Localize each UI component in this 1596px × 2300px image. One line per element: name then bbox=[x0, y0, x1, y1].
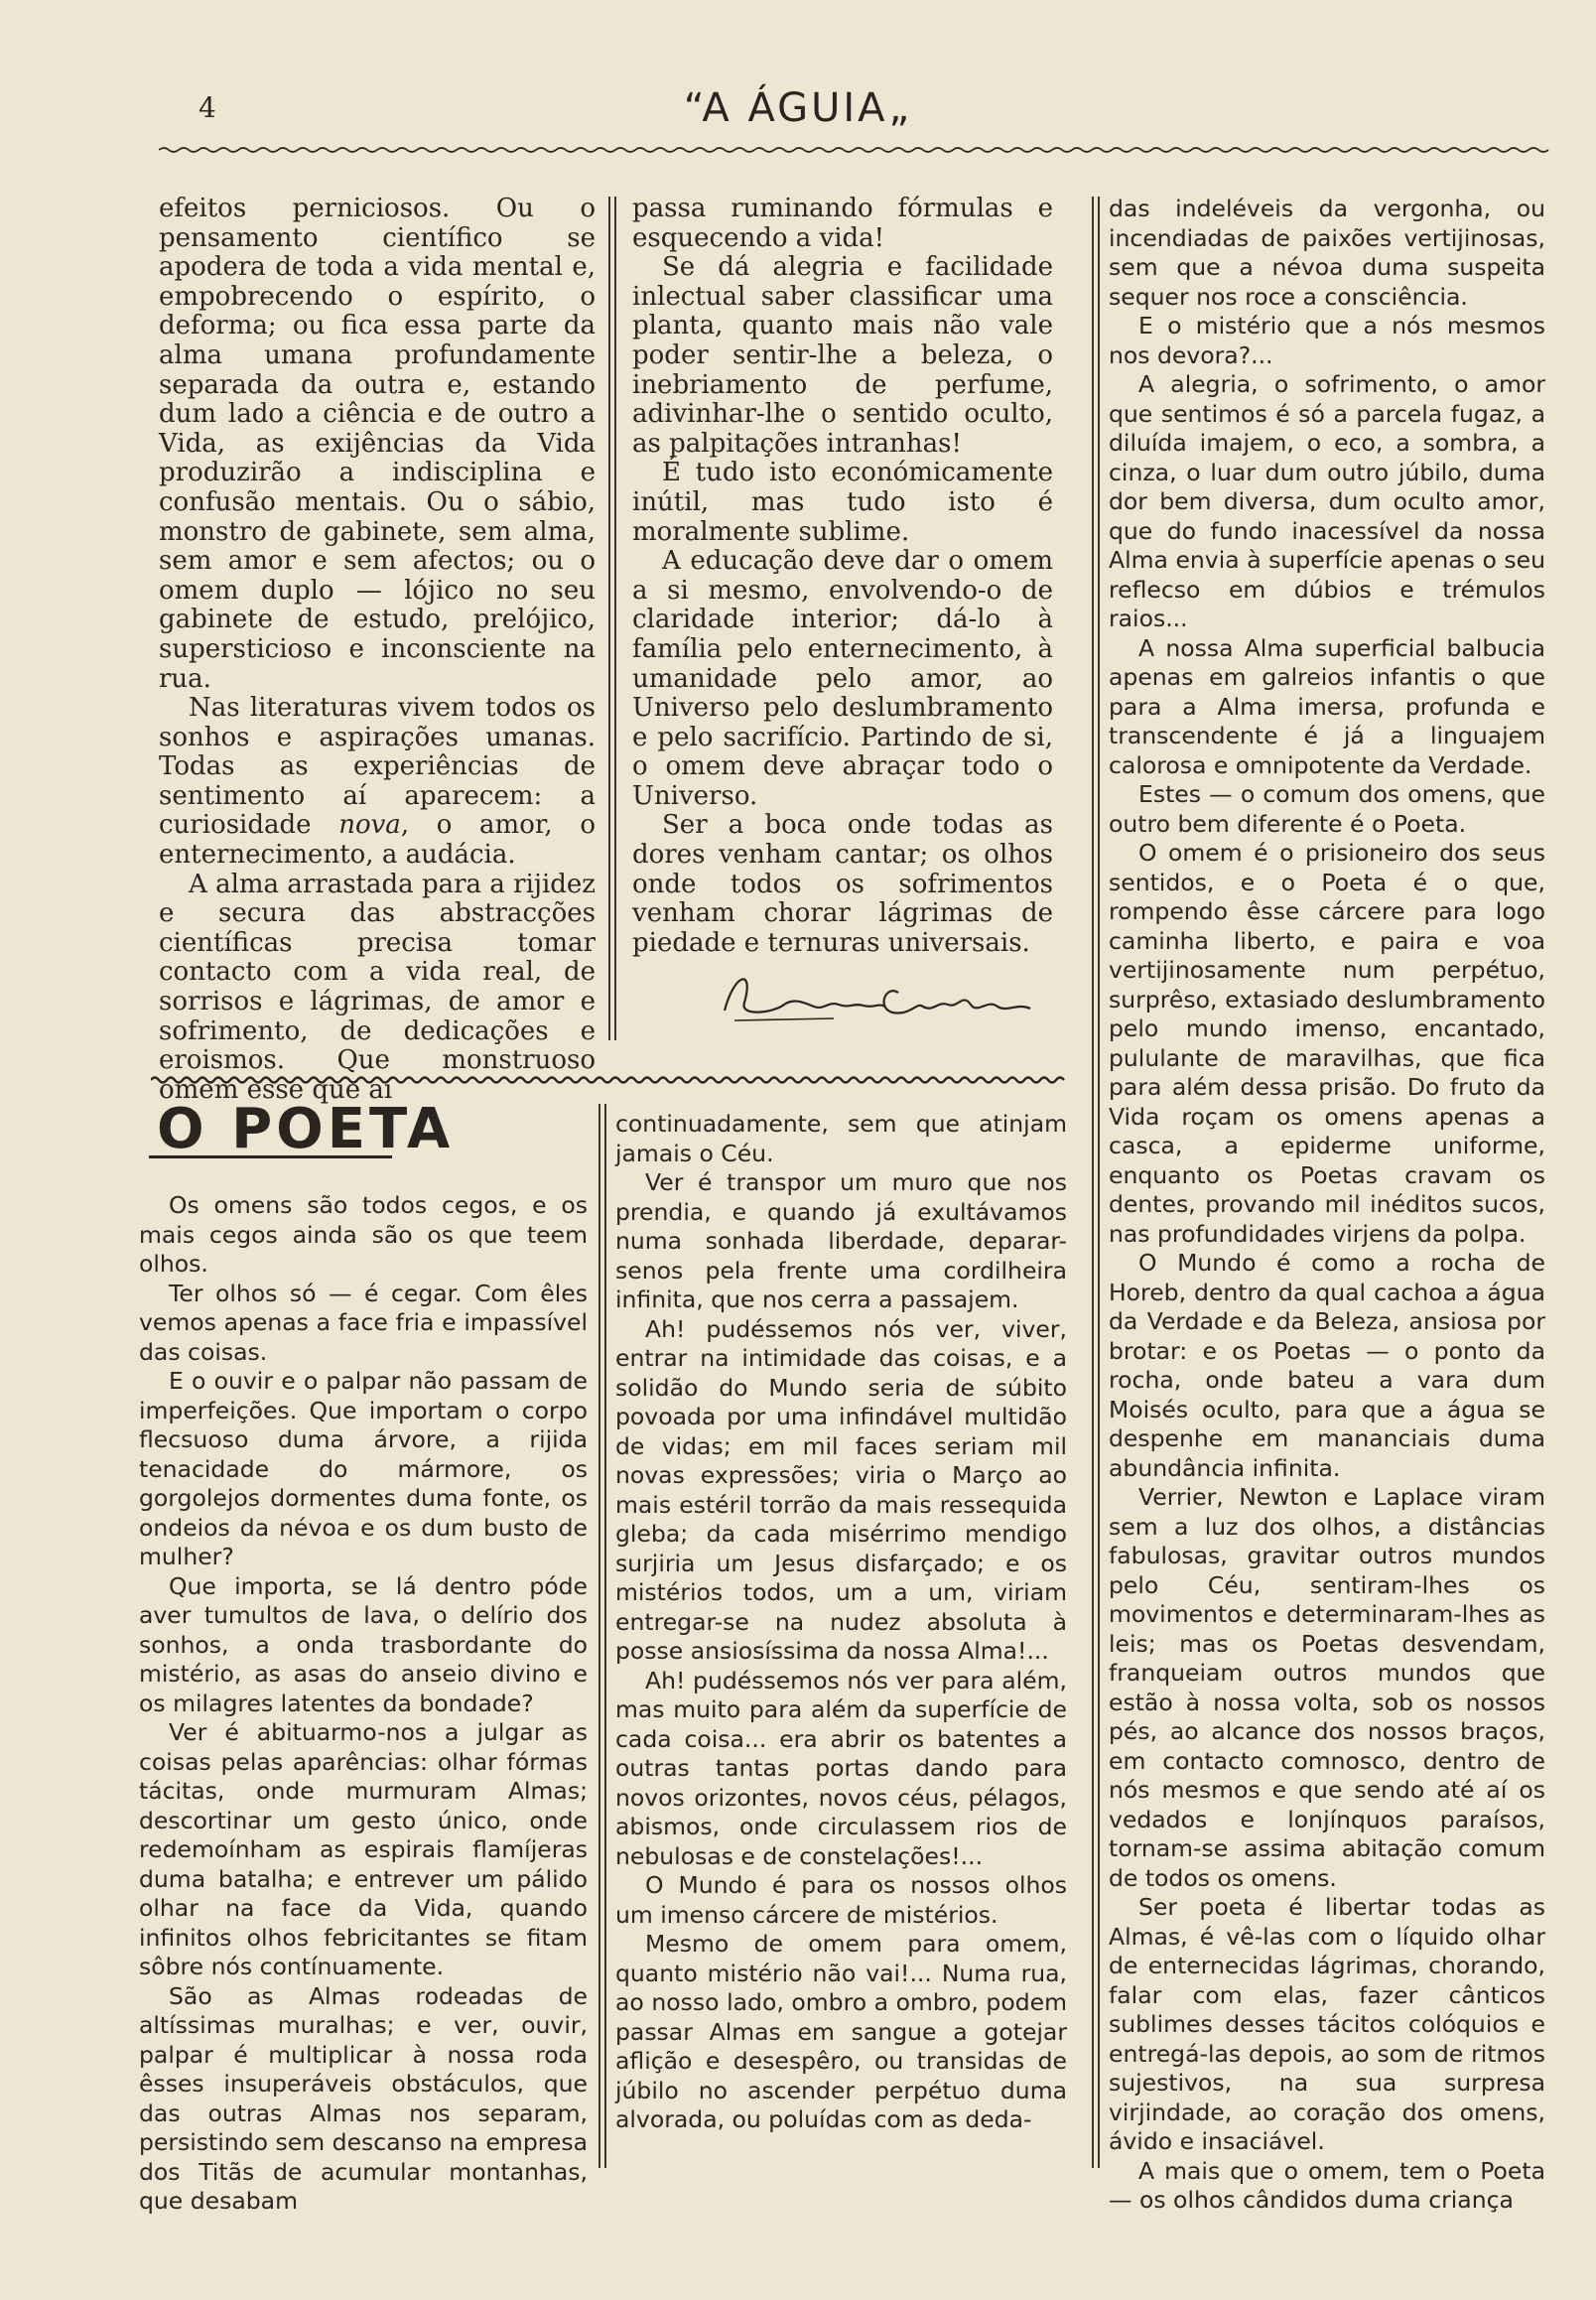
running-title: “A ÁGUIA„ bbox=[683, 85, 913, 131]
paragraph: E o mistério que a nós mesmos nos devora?... bbox=[1109, 312, 1545, 369]
article-column-1 bbox=[139, 1191, 588, 2217]
paragraph: Ah! pudéssemos nós ver, viver, entrar na intimidade das coisas, e a solidão do Mundo seria de súbito povoada por uma infindável multidão de vidas; em mil faces seriam mil novas expressões; viria o Março ao mais estéril torrão da mais ressequida gleba; da cada misérrimo mendigo surjiria um Jesus disfarçado; e os mistérios todos, um a um, viriam entregar-se na nudez absoluta à posse ansiosíssima da nossa Alma!... bbox=[615, 1314, 1067, 1665]
article-title: O POETA bbox=[157, 1097, 455, 1161]
author-signature bbox=[715, 963, 1042, 1032]
paragraph: A alegria, o sofrimento, o amor que sentimos é só a parcela fugaz, a diluída imajem, o eco, a sombra, a cinza, o luar dum outro júbilo, duma dor bem diversa, dum oculto amor, que do fundo inacessível da nossa Alma envia à superfície apenas o seu reflecso em dúbios e trémulos raios... bbox=[1109, 370, 1545, 632]
essay-column-2 bbox=[632, 195, 1053, 958]
signature-handwriting bbox=[715, 963, 1042, 1032]
paragraph: Ver é transpor um muro que nos prendia, e quando já exultávamos numa sonhada liberdade, deparar-senos pela frente uma cordilheira infinita, que nos cerra a passajem. bbox=[615, 1168, 1067, 1313]
essay-column-1 bbox=[159, 195, 596, 1105]
paragraph: O Mundo é como a rocha de Horeb, dentro da qual cachoa a água da Verdade e da Beleza, ansiosa por brotar: e os Poetas — o ponto da rocha, onde bateu a vara dum Moisés oculto, para que a água se despenhe em mananciais duma abundância infinita. bbox=[1109, 1249, 1545, 1482]
paragraph: O Mundo é para os nossos olhos um imenso cárcere de mistérios. bbox=[615, 1871, 1067, 1929]
paragraph: Os omens são todos cegos, e os mais cegos ainda são os que teem olhos. bbox=[139, 1191, 588, 1278]
column-divider bbox=[1092, 197, 1094, 2168]
title-underline bbox=[149, 1155, 392, 1158]
column-divider bbox=[598, 1104, 600, 2168]
paragraph: Ah! pudéssemos nós ver para além, mas muito para além da superfície de cada coisa... era abrir os batentes a outras tantas portas dando para novos orizontes, novos céus, pélagos, abismos, onde circulassem rios de nebulosas e de constelações!... bbox=[615, 1666, 1067, 1870]
paragraph: São as Almas rodeadas de altíssimas muralhas; e ver, ouvir, palpar é multiplicar à nossa roda êsses insuperáveis obstáculos, que das outras Almas nos separam, persistindo sem descanso na empresa dos Titãs de acumular montanhas, que desabam bbox=[139, 1981, 588, 2215]
paragraph-text: , o amor, o enternecimento, a audácia. bbox=[159, 810, 597, 871]
paragraph: efeitos perniciosos. Ou o pensamento científico se apodera de toda a vida mental e, empobrecendo o espírito, o deforma; ou fica essa parte da alma umana profundamente separada da outra e, estando dum lado a ciência e de outro a Vida, as exijências da Vida produzirão a indisciplina e confusão mentais. Ou o sábio, monstro de gabinete, sem alma, sem amor e sem afectos; ou o omem duplo — lójico no seu gabinete de estudo, prelójico, supersticioso e inconsciente na rua. bbox=[159, 194, 596, 694]
column-divider bbox=[608, 197, 610, 1040]
paragraph: Ter olhos só — é cegar. Com êles vemos apenas a face fria e impassível das coisas. bbox=[139, 1279, 588, 1366]
paragraph: O omem é o prisioneiro dos seus sentidos, e o Poeta é o que, rompendo êsse cárcere para logo caminha liberto, e paira e voa vertijinosamente num perpétuo, surprêso, extasiado deslumbramento pelo mundo imenso, encantado, pululante de maravilhas, que fica para além dessa prisão. Do fruto da Vida roçam os omens apenas a casca, a epiderme uniforme, enquanto os Poetas cravam os dentes, provando mil inéditos sucos, nas profundidades virjens da polpa. bbox=[1109, 839, 1545, 1248]
page-number: 4 bbox=[199, 91, 216, 124]
paragraph: Se dá alegria e facilidade inlectual saber classificar uma planta, quanto mais não vale poder sentir-lhe a beleza, o inebriamento de perfume, adivinhar-lhe o sentido oculto, as palpitações intranhas! bbox=[632, 252, 1053, 459]
paragraph: continuadamente, sem que atinjam jamais o Céu. bbox=[615, 1110, 1067, 1167]
section-ornamental-rule bbox=[151, 1074, 1068, 1086]
header-ornamental-rule bbox=[159, 145, 1553, 155]
paragraph-text: Nas literaturas vivem todos os sonhos e aspirações umanas. Todas as experiências de sentimento aí aparecem: a curiosidade bbox=[159, 693, 596, 841]
paragraph: A educação deve dar o omem a si mesmo, envolvendo-o de claridade interior; dá-lo à família pelo enternecimento, à umanidade pelo amor, ao Universo pelo deslumbramento e pelo sacrifício. Partindo de si, o omem deve abraçar todo o Universo. bbox=[632, 546, 1053, 811]
paragraph: Ser poeta é libertar todas as Almas, é vê-las com o líquido olhar de enternecidas lágrimas, chorando, falar com elas, fazer cânticos sublimes desses tácitos colóquios e entregá-las depois, ao som de ritmos sujestivos, na sua surpresa virjindade, ao coração dos omens, ávido e insaciável. bbox=[1109, 1893, 1545, 2155]
paragraph: A mais que o omem, tem o Poeta — os olhos cândidos duma criança bbox=[1109, 2156, 1545, 2214]
paragraph bbox=[159, 694, 596, 871]
paragraph: Mesmo de omem para omem, quanto mistério não vai!... Numa rua, ao nosso lado, ombro a ombro, podem passar Almas em sangue a gotejar aflição e desespêro, ou transidas de júbilo no ascender perpétuo duma alvorada, ou poluídas com as deda- bbox=[615, 1930, 1067, 2133]
paragraph: Ver é abituarmo-nos a julgar as coisas pelas aparências: olhar fórmas tácitas, onde murmuram Almas; descortinar um gesto único, onde redemoínham as espirais flamíjeras duma batalha; e entrever um pálido olhar na face da Vida, quando infinitos olhos febricitantes se fitam sôbre nós contínuamente. bbox=[139, 1718, 588, 1980]
article-column-2 bbox=[615, 1110, 1067, 2135]
paragraph: Ser a boca onde todas as dores venham cantar; os olhos onde todos os sofrimentos venham chorar lágrimas de piedade e ternuras universais. bbox=[632, 810, 1053, 958]
paragraph: A alma arrastada para a rijidez e secura das abstracções científicas precisa tomar contacto com a vida real, de sorrisos e lágrimas, de amor e sofrimento, de dedicações e eroismos. Que monstruoso omem esse que aí bbox=[159, 869, 596, 1105]
paragraph: das indeléveis da vergonha, ou incendiadas de paixões vertijinosas, sem que a névoa duma suspeita sequer nos roce a consciência. bbox=[1109, 195, 1545, 311]
italic-word: nova bbox=[338, 810, 401, 841]
paragraph: A nossa Alma superficial balbucia apenas em galreios infantis o que para a Alma imersa, profunda e transcendente é já a linguajem calorosa e omnipotente da Verdade. bbox=[1109, 633, 1545, 779]
paragraph: Verrier, Newton e Laplace viram sem a luz dos olhos, a distâncias fabulosas, gravitar outros mundos pelo Céu, sentiram-lhes os movimentos e determinaram-lhes as leis; mas os Poetas desvendam, franqueiam outros mundos que estão à nossa volta, sob os nossos pés, ao alcance dos nossos braços, em contacto comnosco, dentro de nós mesmos e que sendo até aí os vedados e lonjínquos paraísos, tornam-se assima abitação comum de todos os omens. bbox=[1109, 1483, 1545, 1892]
paragraph: Estes — o comum dos omens, que outro bem diferente é o Poeta. bbox=[1109, 780, 1545, 838]
article-column-3 bbox=[1109, 195, 1545, 2216]
paragraph: É tudo isto económicamente inútil, mas tudo isto é moralmente sublime. bbox=[632, 458, 1053, 547]
paragraph: E o ouvir e o palpar não passam de imperfeições. Que importam o corpo flecsuoso duma árvore, a rijida tenacidade do mármore, os gorgolejos dormentes duma fonte, os ondeios da névoa e os dum busto de mulher? bbox=[139, 1367, 588, 1570]
paragraph: passa ruminando fórmulas e esquecendo a vida! bbox=[632, 194, 1053, 253]
paragraph: Que importa, se lá dentro póde aver tumultos de lava, o delírio dos sonhos, a onda trasbordante do mistério, as asas do anseio divino e os milagres latentes da bondade? bbox=[139, 1571, 588, 1717]
